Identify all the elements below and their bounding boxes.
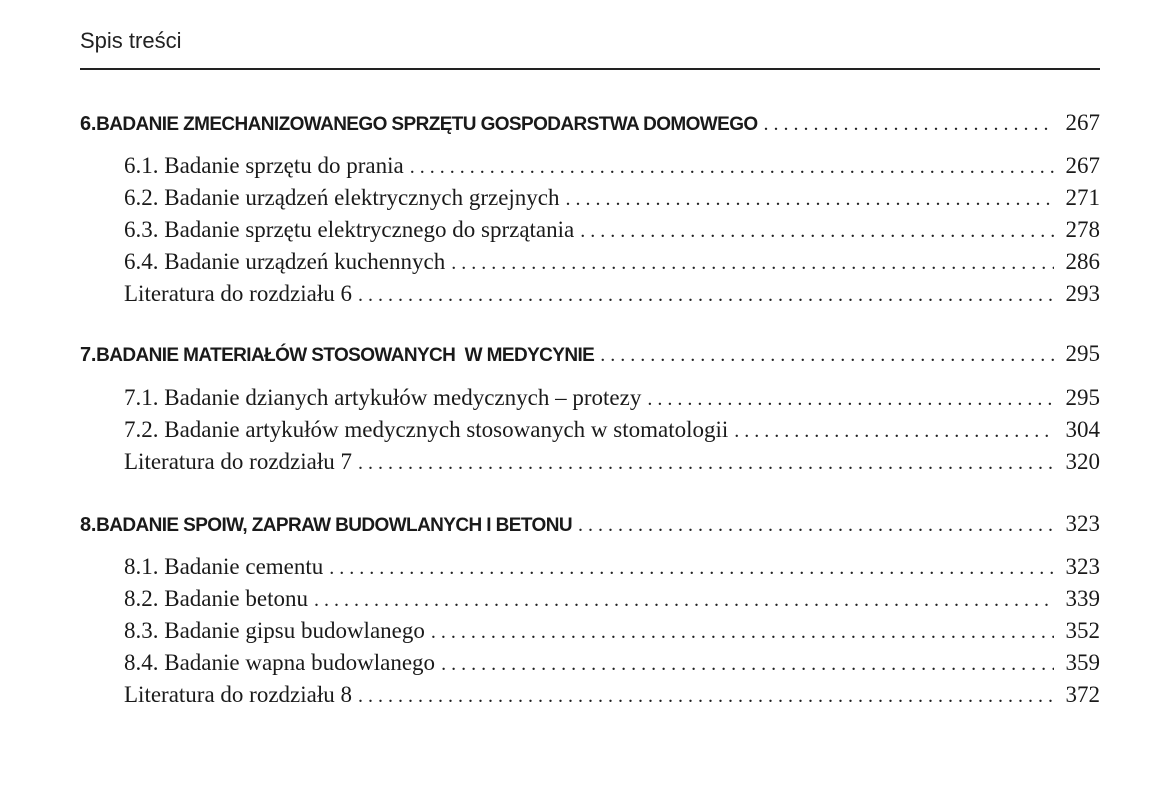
toc-section-8-1[interactable]: [124, 552, 1100, 582]
dot-leader: [410, 152, 1054, 182]
chapter-number: 6.: [80, 113, 97, 135]
dot-leader: [358, 280, 1054, 310]
section-title: Literatura do rozdziału 8: [124, 682, 352, 707]
toc-section-7-1[interactable]: [124, 383, 1100, 413]
dot-leader: [314, 585, 1054, 615]
toc-references-6[interactable]: [124, 279, 1100, 309]
section-title: Literatura do rozdziału 7: [124, 449, 352, 474]
chapter-title: BADANIE SPOIW, ZAPRAW BUDOWLANYCH I BETONU: [96, 515, 572, 536]
page-number: 267: [1065, 110, 1100, 135]
toc-section-6-2[interactable]: [124, 183, 1100, 213]
page-title: Spis treści: [80, 28, 182, 53]
dot-leader: [647, 384, 1054, 414]
dot-leader: [578, 510, 1054, 540]
page-number: 295: [1065, 385, 1100, 410]
page-number: 278: [1065, 217, 1100, 242]
section-title: 6.3. Badanie sprzętu elektrycznego do sprzątania: [124, 217, 575, 242]
page-number: 286: [1065, 249, 1100, 274]
dot-leader: [431, 617, 1054, 647]
chapter-number: 7.: [80, 344, 97, 366]
toc-chapter-6[interactable]: [80, 108, 1100, 138]
section-title: 8.4. Badanie wapna budowlanego: [124, 650, 436, 675]
toc-section-6-1[interactable]: [124, 151, 1100, 181]
dot-leader: [451, 248, 1054, 278]
toc-references-8[interactable]: [124, 680, 1100, 710]
toc-section-6-4[interactable]: [124, 247, 1100, 277]
dot-leader: [600, 340, 1054, 370]
dot-leader: [358, 448, 1054, 478]
section-title: 6.4. Badanie urządzeń kuchennych: [124, 249, 446, 274]
section-title: Literatura do rozdziału 6: [124, 281, 352, 306]
section-title: 6.2. Badanie urządzeń elektrycznych grzejnych: [124, 185, 560, 210]
dot-leader: [329, 553, 1054, 583]
toc-section-6-3[interactable]: [124, 215, 1100, 245]
toc-section-8-4[interactable]: [124, 648, 1100, 678]
page-number: 304: [1065, 417, 1100, 442]
section-title: 7.2. Badanie artykułów medycznych stosowanych w stomatologii: [124, 417, 729, 442]
page-number: 339: [1065, 586, 1100, 611]
page-number: 323: [1065, 511, 1100, 536]
page-number: 352: [1065, 618, 1100, 643]
page-number: 295: [1065, 341, 1100, 366]
dot-leader: [764, 109, 1054, 139]
chapter-title: BADANIE ZMECHANIZOWANEGO SPRZĘTU GOSPODARSTWA DOMOWEGO: [96, 114, 758, 135]
chapter-title: BADANIE MATERIAŁÓW STOSOWANYCH W MEDYCYNIE: [96, 345, 595, 366]
section-title: 7.1. Badanie dzianych artykułów medycznych – protezy: [124, 385, 642, 410]
page-number: 359: [1065, 650, 1100, 675]
section-title: 8.2. Badanie betonu: [124, 586, 308, 611]
dot-leader: [441, 649, 1054, 679]
page-number: 293: [1065, 281, 1100, 306]
dot-leader: [566, 184, 1054, 214]
toc-section-7-2[interactable]: [124, 415, 1100, 445]
toc-references-7[interactable]: [124, 447, 1100, 477]
chapter-number: 8.: [80, 514, 97, 536]
page-number: 267: [1065, 153, 1100, 178]
section-title: 8.1. Badanie cementu: [124, 554, 324, 579]
section-title: 6.1. Badanie sprzętu do prania: [124, 153, 404, 178]
toc-chapter-7[interactable]: [80, 339, 1100, 369]
dot-leader: [734, 416, 1054, 446]
page-number: 320: [1065, 449, 1100, 474]
toc-section-8-3[interactable]: [124, 616, 1100, 646]
dot-leader: [358, 681, 1054, 711]
page-number: 323: [1065, 554, 1100, 579]
page-number: 271: [1065, 185, 1100, 210]
section-title: 8.3. Badanie gipsu budowlanego: [124, 618, 425, 643]
toc-chapter-8[interactable]: [80, 509, 1100, 539]
page-number: 372: [1065, 682, 1100, 707]
dot-leader: [580, 216, 1054, 246]
toc-section-8-2[interactable]: [124, 584, 1100, 614]
